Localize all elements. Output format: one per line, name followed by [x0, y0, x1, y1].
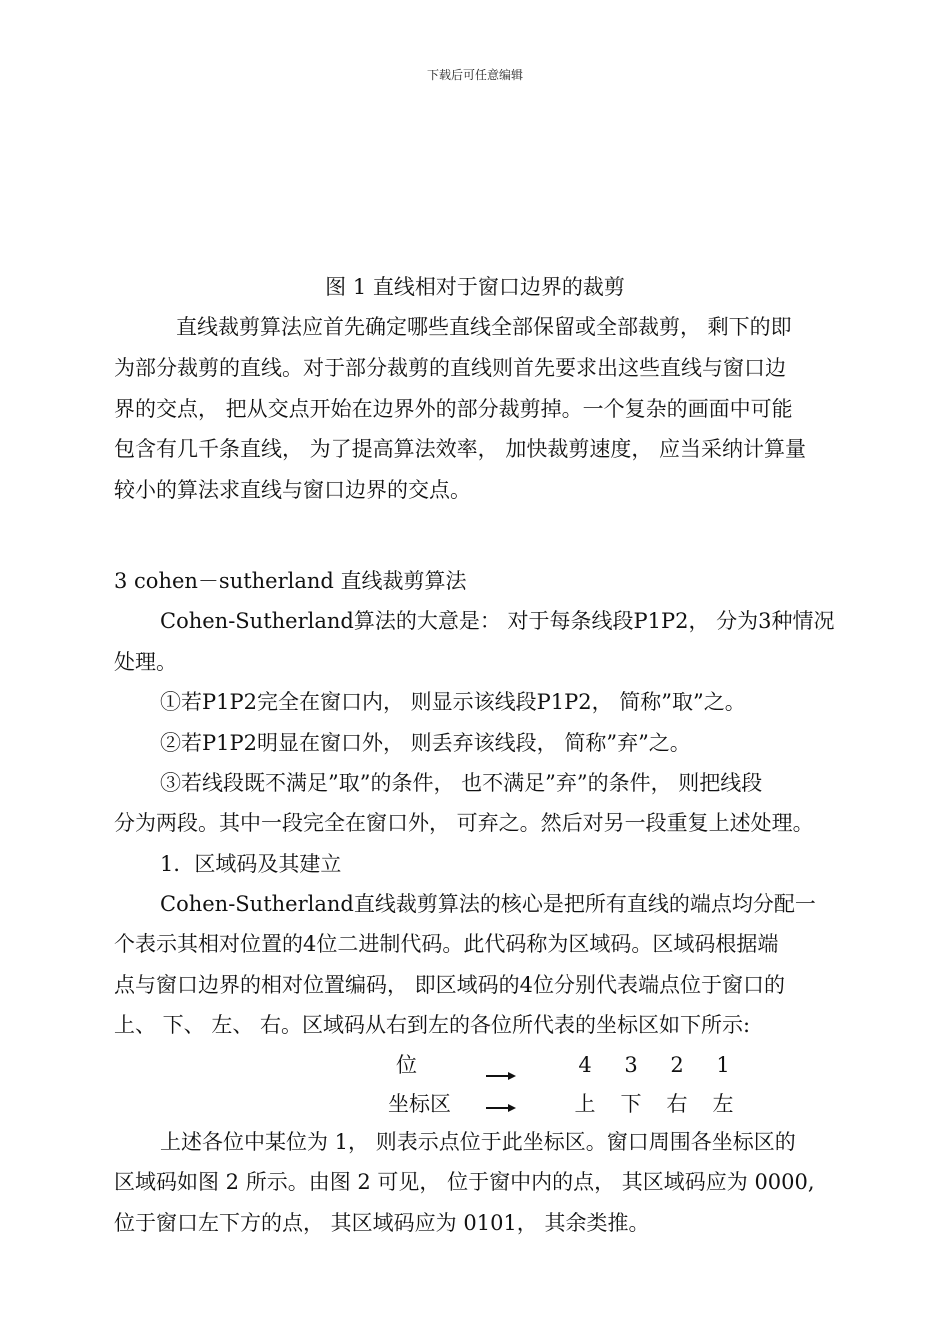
paragraph-line: 区域码如图 2 所示。由图 2 可见， 位于窗中内的点， 其区域码应为 0000,	[114, 1170, 815, 1194]
header-note: 下载后可任意编辑	[426, 68, 523, 82]
paragraph-line: 个表示其相对位置的4位二进制代码。此代码称为区域码。区域码根据端	[114, 932, 779, 956]
paragraph-line: 较小的算法求直线与窗口边界的交点。	[114, 478, 471, 502]
paragraph-line: 包含有几千条直线， 为了提高算法效率， 加快裁剪速度， 应当采纳计算量	[114, 437, 807, 461]
bit-value: 3	[624, 1053, 638, 1077]
case-item: ①若P1P2完全在窗口内， 则显示该线段P1P2， 简称”取”之。	[160, 690, 746, 714]
subsection-heading: 1．区域码及其建立	[160, 852, 342, 876]
paragraph-line: 上、 下、 左、 右。区域码从右到左的各位所代表的坐标区如下所示:	[114, 1013, 751, 1037]
region-value: 右	[666, 1092, 688, 1116]
region-value: 上	[574, 1092, 596, 1116]
paragraph-line: 为部分裁剪的直线。对于部分裁剪的直线则首先要求出这些直线与窗口边	[114, 356, 786, 380]
right-arrow-icon	[486, 1071, 516, 1081]
paragraph-line: 位于窗口左下方的点， 其区域码应为 0101， 其余类推。	[114, 1211, 650, 1235]
paragraph-line: Cohen-Sutherland算法的大意是： 对于每条线段P1P2， 分为3种情况	[160, 609, 835, 633]
figure-caption: 图 1 直线相对于窗口边界的裁剪	[325, 275, 625, 299]
case-item: ②若P1P2明显在窗口外， 则丢弃该线段， 简称”弃”之。	[160, 731, 691, 755]
bit-value: 2	[670, 1053, 684, 1077]
bit-value: 4	[578, 1053, 592, 1077]
paragraph-line: 直线裁剪算法应首先确定哪些直线全部保留或全部裁剪， 剩下的即	[176, 315, 792, 339]
region-row-label: 坐标区	[388, 1092, 451, 1116]
case-item: ③若线段既不满足”取”的条件， 也不满足”弃”的条件， 则把线段	[160, 771, 763, 795]
paragraph-line: 分为两段。其中一段完全在窗口外， 可弃之。然后对另一段重复上述处理。	[114, 811, 814, 835]
paragraph-line: 处理。	[114, 650, 177, 674]
paragraph-line: 点与窗口边界的相对位置编码， 即区域码的4位分别代表端点位于窗口的	[114, 973, 786, 997]
region-value: 左	[712, 1092, 734, 1116]
paragraph-line: Cohen-Sutherland直线裁剪算法的核心是把所有直线的端点均分配一	[160, 892, 816, 916]
paragraph-line: 上述各位中某位为 1， 则表示点位于此坐标区。窗口周围各坐标区的	[160, 1130, 796, 1154]
paragraph-line: 界的交点， 把从交点开始在边界外的部分裁剪掉。一个复杂的画面中可能	[114, 397, 793, 421]
bit-value: 1	[716, 1053, 730, 1077]
region-value: 下	[620, 1092, 642, 1116]
bit-row-label: 位	[396, 1053, 417, 1077]
section-heading: 3 cohen－sutherland 直线裁剪算法	[114, 569, 467, 593]
right-arrow-icon	[486, 1103, 516, 1113]
